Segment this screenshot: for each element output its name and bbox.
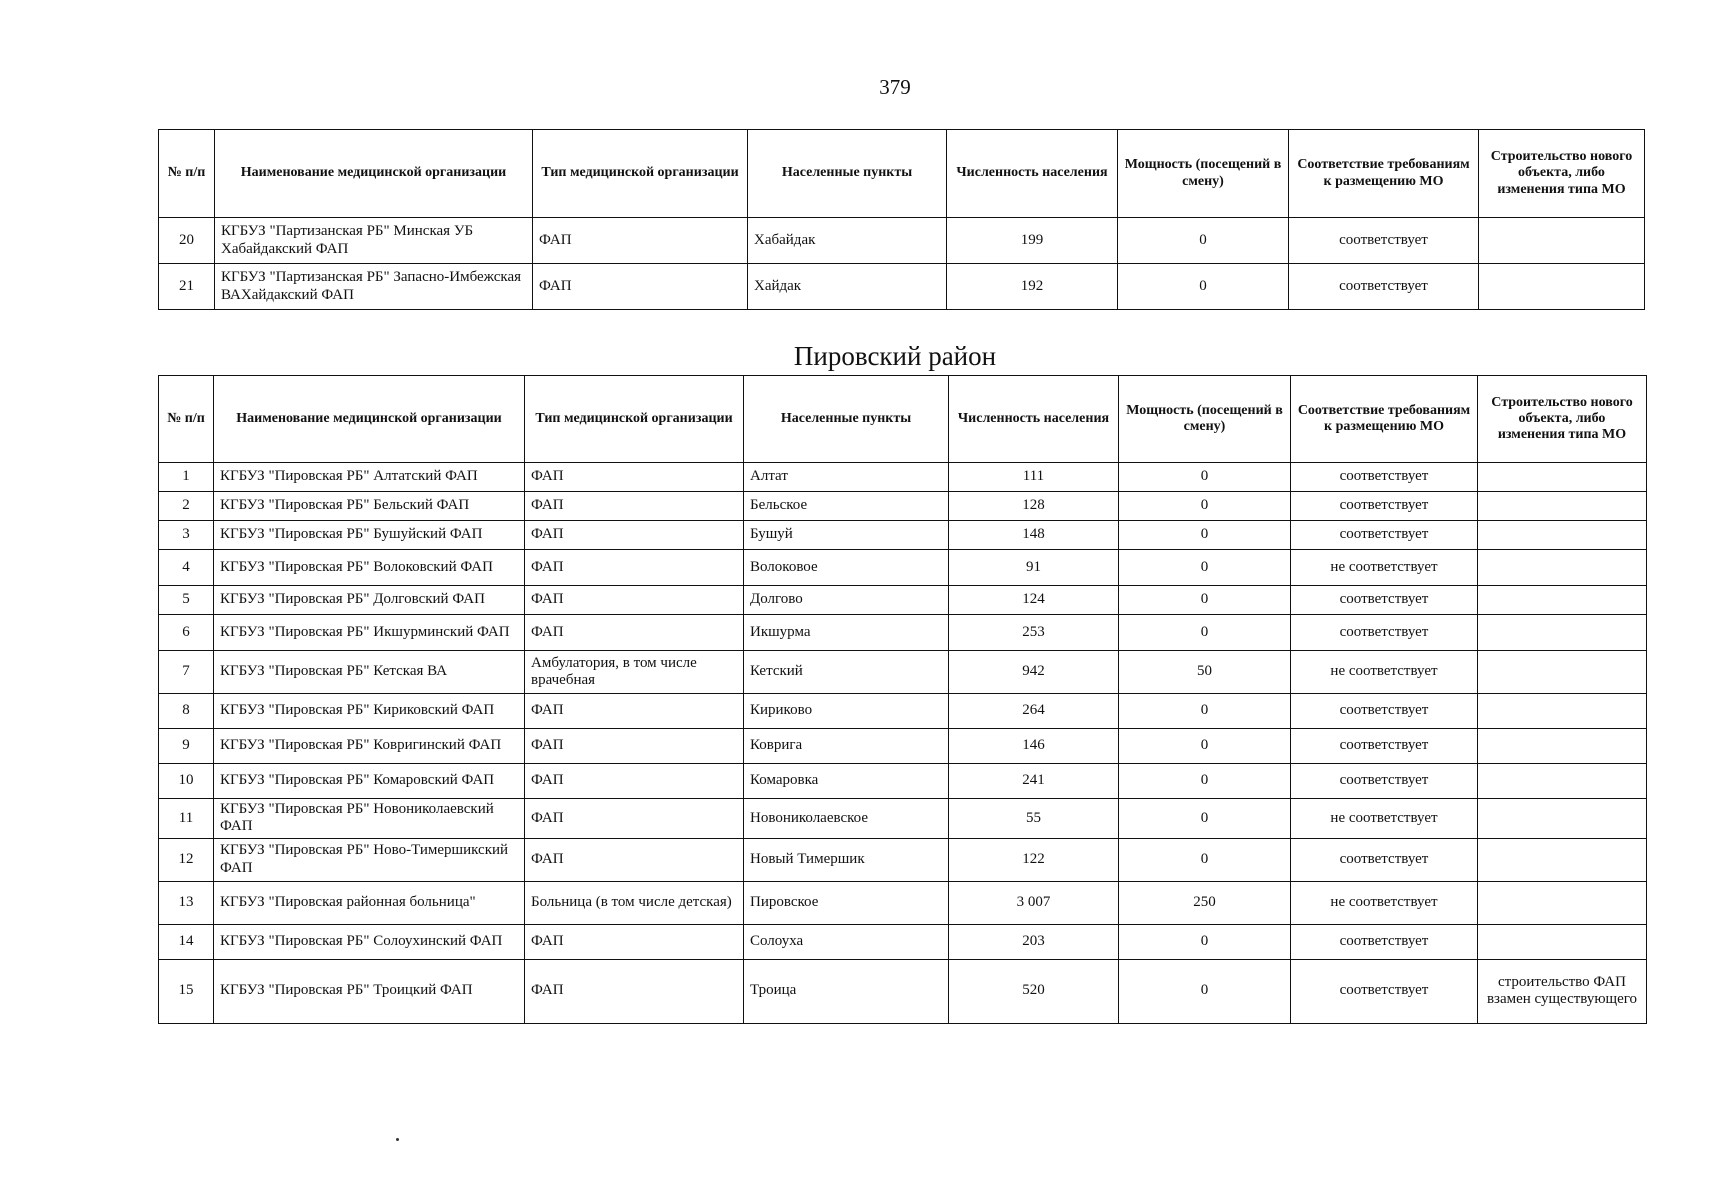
cell-org-type: Амбулатория, в том числе врачебная	[525, 651, 744, 694]
cell-org-name: КГБУЗ "Пировская РБ" Троицкий ФАП	[214, 959, 525, 1023]
cell-org-name: КГБУЗ "Пировская РБ" Алтатский ФАП	[214, 463, 525, 492]
cell-settlement: Хайдак	[748, 264, 947, 310]
cell-settlement: Алтат	[744, 463, 949, 492]
cell-org-name: КГБУЗ "Пировская РБ" Долговский ФАП	[214, 586, 525, 615]
cell-org-type: Больница (в том числе детская)	[525, 881, 744, 924]
cell-capacity: 50	[1119, 651, 1291, 694]
cell-org-name: КГБУЗ "Пировская РБ" Ковригинский ФАП	[214, 729, 525, 764]
cell-compliance: соответствует	[1291, 586, 1478, 615]
cell-population: 124	[949, 586, 1119, 615]
cell-population: 199	[947, 218, 1118, 264]
cell-org-type: ФАП	[525, 463, 744, 492]
cell-org-name: КГБУЗ "Пировская РБ" Икшурминский ФАП	[214, 615, 525, 651]
cell-num: 1	[159, 463, 214, 492]
cell-population: 192	[947, 264, 1118, 310]
cell-compliance: соответствует	[1291, 959, 1478, 1023]
header-settlements: Населенные пункты	[744, 376, 949, 463]
cell-settlement: Кириково	[744, 694, 949, 729]
cell-org-name: КГБУЗ "Партизанская РБ" Запасно-Имбежская ВАХайдакский ФАП	[215, 264, 533, 310]
header-num: № п/п	[159, 130, 215, 218]
cell-num: 21	[159, 264, 215, 310]
table-row	[159, 615, 1647, 651]
table-row	[159, 264, 1645, 310]
cell-capacity: 0	[1119, 764, 1291, 799]
cell-population: 111	[949, 463, 1119, 492]
cell-compliance: не соответствует	[1291, 881, 1478, 924]
cell-org-type: ФАП	[533, 218, 748, 264]
table-row	[159, 959, 1647, 1023]
cell-construction	[1479, 218, 1645, 264]
cell-settlement: Комаровка	[744, 764, 949, 799]
cell-population: 91	[949, 550, 1119, 586]
cell-population: 55	[949, 799, 1119, 839]
table-row	[159, 729, 1647, 764]
cell-org-name: КГБУЗ "Пировская РБ" Комаровский ФАП	[214, 764, 525, 799]
table-row	[159, 651, 1647, 694]
cell-num: 13	[159, 881, 214, 924]
cell-org-type: ФАП	[525, 615, 744, 651]
header-construction: Строительство нового объекта, либо изменения типа МО	[1478, 376, 1647, 463]
cell-capacity: 0	[1119, 615, 1291, 651]
table-header-row	[159, 130, 1645, 218]
cell-population: 122	[949, 838, 1119, 881]
cell-settlement: Пировское	[744, 881, 949, 924]
cell-num: 10	[159, 764, 214, 799]
cell-capacity: 0	[1118, 264, 1289, 310]
header-compliance: Соответствие требованиям к размещению МО	[1291, 376, 1478, 463]
cell-capacity: 0	[1119, 799, 1291, 839]
header-org-name: Наименование медицинской организации	[215, 130, 533, 218]
cell-org-type: ФАП	[525, 729, 744, 764]
cell-capacity: 0	[1119, 586, 1291, 615]
cell-capacity: 0	[1119, 550, 1291, 586]
cell-org-type: ФАП	[525, 838, 744, 881]
cell-org-name: КГБУЗ "Пировская РБ" Волоковский ФАП	[214, 550, 525, 586]
cell-construction	[1478, 799, 1647, 839]
cell-org-name: КГБУЗ "Партизанская РБ" Минская УБ Хабайдакский ФАП	[215, 218, 533, 264]
cell-settlement: Волоковое	[744, 550, 949, 586]
header-org-name: Наименование медицинской организации	[214, 376, 525, 463]
cell-settlement: Солоуха	[744, 924, 949, 959]
cell-compliance: соответствует	[1291, 521, 1478, 550]
table-row	[159, 218, 1645, 264]
section-title: Пировский район	[793, 341, 997, 371]
header-capacity: Мощность (посещений в смену)	[1119, 376, 1291, 463]
header-population: Численность населения	[949, 376, 1119, 463]
cell-construction	[1479, 264, 1645, 310]
table-row	[159, 521, 1647, 550]
cell-capacity: 0	[1119, 959, 1291, 1023]
pirovsky-district-table	[158, 375, 1647, 1024]
cell-population: 520	[949, 959, 1119, 1023]
table-row	[159, 492, 1647, 521]
cell-org-type: ФАП	[525, 799, 744, 839]
page-number: 379	[879, 75, 911, 99]
cell-compliance: соответствует	[1289, 264, 1479, 310]
table-header-row	[159, 376, 1647, 463]
cell-compliance: соответствует	[1291, 924, 1478, 959]
cell-org-type: ФАП	[533, 264, 748, 310]
table-row	[159, 838, 1647, 881]
table-row	[159, 550, 1647, 586]
cell-org-name: КГБУЗ "Пировская РБ" Ново-Тимершикский ФАП	[214, 838, 525, 881]
cell-population: 241	[949, 764, 1119, 799]
cell-settlement: Новый Тимершик	[744, 838, 949, 881]
cell-construction	[1478, 924, 1647, 959]
cell-org-type: ФАП	[525, 924, 744, 959]
cell-org-type: ФАП	[525, 550, 744, 586]
cell-population: 3 007	[949, 881, 1119, 924]
cell-num: 11	[159, 799, 214, 839]
cell-compliance: соответствует	[1291, 729, 1478, 764]
cell-population: 264	[949, 694, 1119, 729]
cell-construction	[1478, 764, 1647, 799]
header-population: Численность населения	[947, 130, 1118, 218]
cell-org-name: КГБУЗ "Пировская РБ" Бельский ФАП	[214, 492, 525, 521]
cell-population: 148	[949, 521, 1119, 550]
cell-construction	[1478, 838, 1647, 881]
cell-construction	[1478, 492, 1647, 521]
cell-org-name: КГБУЗ "Пировская РБ" Кетская ВА	[214, 651, 525, 694]
cell-construction	[1478, 586, 1647, 615]
cell-construction	[1478, 521, 1647, 550]
cell-settlement: Хабайдак	[748, 218, 947, 264]
cell-settlement: Бельское	[744, 492, 949, 521]
cell-org-type: ФАП	[525, 521, 744, 550]
table-row	[159, 799, 1647, 839]
cell-org-name: КГБУЗ "Пировская РБ" Бушуйский ФАП	[214, 521, 525, 550]
cell-capacity: 0	[1119, 838, 1291, 881]
cell-capacity: 0	[1119, 463, 1291, 492]
cell-compliance: соответствует	[1291, 694, 1478, 729]
cell-org-name: КГБУЗ "Пировская РБ" Новониколаевский ФАП	[214, 799, 525, 839]
medical-organizations-table-continued	[158, 129, 1645, 310]
cell-num: 15	[159, 959, 214, 1023]
cell-compliance: не соответствует	[1291, 550, 1478, 586]
cell-org-type: ФАП	[525, 492, 744, 521]
cell-settlement: Долгово	[744, 586, 949, 615]
cell-construction	[1478, 881, 1647, 924]
cell-compliance: соответствует	[1291, 764, 1478, 799]
cell-compliance: не соответствует	[1291, 799, 1478, 839]
cell-capacity: 0	[1119, 492, 1291, 521]
table-row	[159, 881, 1647, 924]
header-settlements: Населенные пункты	[748, 130, 947, 218]
header-construction: Строительство нового объекта, либо изменения типа МО	[1479, 130, 1645, 218]
cell-settlement: Бушуй	[744, 521, 949, 550]
cell-settlement: Троица	[744, 959, 949, 1023]
cell-population: 253	[949, 615, 1119, 651]
cell-population: 942	[949, 651, 1119, 694]
cell-compliance: не соответствует	[1291, 651, 1478, 694]
cell-population: 203	[949, 924, 1119, 959]
header-num: № п/п	[159, 376, 214, 463]
cell-num: 20	[159, 218, 215, 264]
cell-compliance: соответствует	[1291, 463, 1478, 492]
cell-num: 2	[159, 492, 214, 521]
cell-num: 7	[159, 651, 214, 694]
cell-construction	[1478, 729, 1647, 764]
table-row	[159, 694, 1647, 729]
cell-construction	[1478, 615, 1647, 651]
cell-org-name: КГБУЗ "Пировская РБ" Кириковский ФАП	[214, 694, 525, 729]
cell-compliance: соответствует	[1291, 615, 1478, 651]
cell-org-type: ФАП	[525, 764, 744, 799]
cell-org-type: ФАП	[525, 586, 744, 615]
table-row	[159, 764, 1647, 799]
cell-org-type: ФАП	[525, 694, 744, 729]
cell-capacity: 0	[1119, 521, 1291, 550]
cell-settlement: Кетский	[744, 651, 949, 694]
stray-dot-mark	[396, 1138, 399, 1141]
cell-org-type: ФАП	[525, 959, 744, 1023]
table-row	[159, 586, 1647, 615]
cell-construction	[1478, 463, 1647, 492]
cell-org-name: КГБУЗ "Пировская РБ" Солоухинский ФАП	[214, 924, 525, 959]
cell-num: 4	[159, 550, 214, 586]
cell-construction	[1478, 694, 1647, 729]
header-org-type: Тип медицинской организации	[525, 376, 744, 463]
header-capacity: Мощность (посещений в смену)	[1118, 130, 1289, 218]
cell-construction	[1478, 550, 1647, 586]
cell-num: 6	[159, 615, 214, 651]
cell-capacity: 250	[1119, 881, 1291, 924]
cell-population: 128	[949, 492, 1119, 521]
cell-capacity: 0	[1119, 694, 1291, 729]
cell-settlement: Икшурма	[744, 615, 949, 651]
table-row	[159, 924, 1647, 959]
header-org-type: Тип медицинской организации	[533, 130, 748, 218]
cell-capacity: 0	[1119, 924, 1291, 959]
cell-population: 146	[949, 729, 1119, 764]
cell-num: 9	[159, 729, 214, 764]
cell-settlement: Коврига	[744, 729, 949, 764]
cell-construction	[1478, 651, 1647, 694]
cell-compliance: соответствует	[1289, 218, 1479, 264]
cell-capacity: 0	[1118, 218, 1289, 264]
cell-num: 8	[159, 694, 214, 729]
cell-num: 14	[159, 924, 214, 959]
cell-org-name: КГБУЗ "Пировская районная больница"	[214, 881, 525, 924]
header-compliance: Соответствие требованиям к размещению МО	[1289, 130, 1479, 218]
cell-compliance: соответствует	[1291, 838, 1478, 881]
cell-construction: строительство ФАП взамен существующего	[1478, 959, 1647, 1023]
cell-num: 5	[159, 586, 214, 615]
cell-compliance: соответствует	[1291, 492, 1478, 521]
table-row	[159, 463, 1647, 492]
cell-capacity: 0	[1119, 729, 1291, 764]
cell-num: 3	[159, 521, 214, 550]
cell-num: 12	[159, 838, 214, 881]
cell-settlement: Новониколаевское	[744, 799, 949, 839]
